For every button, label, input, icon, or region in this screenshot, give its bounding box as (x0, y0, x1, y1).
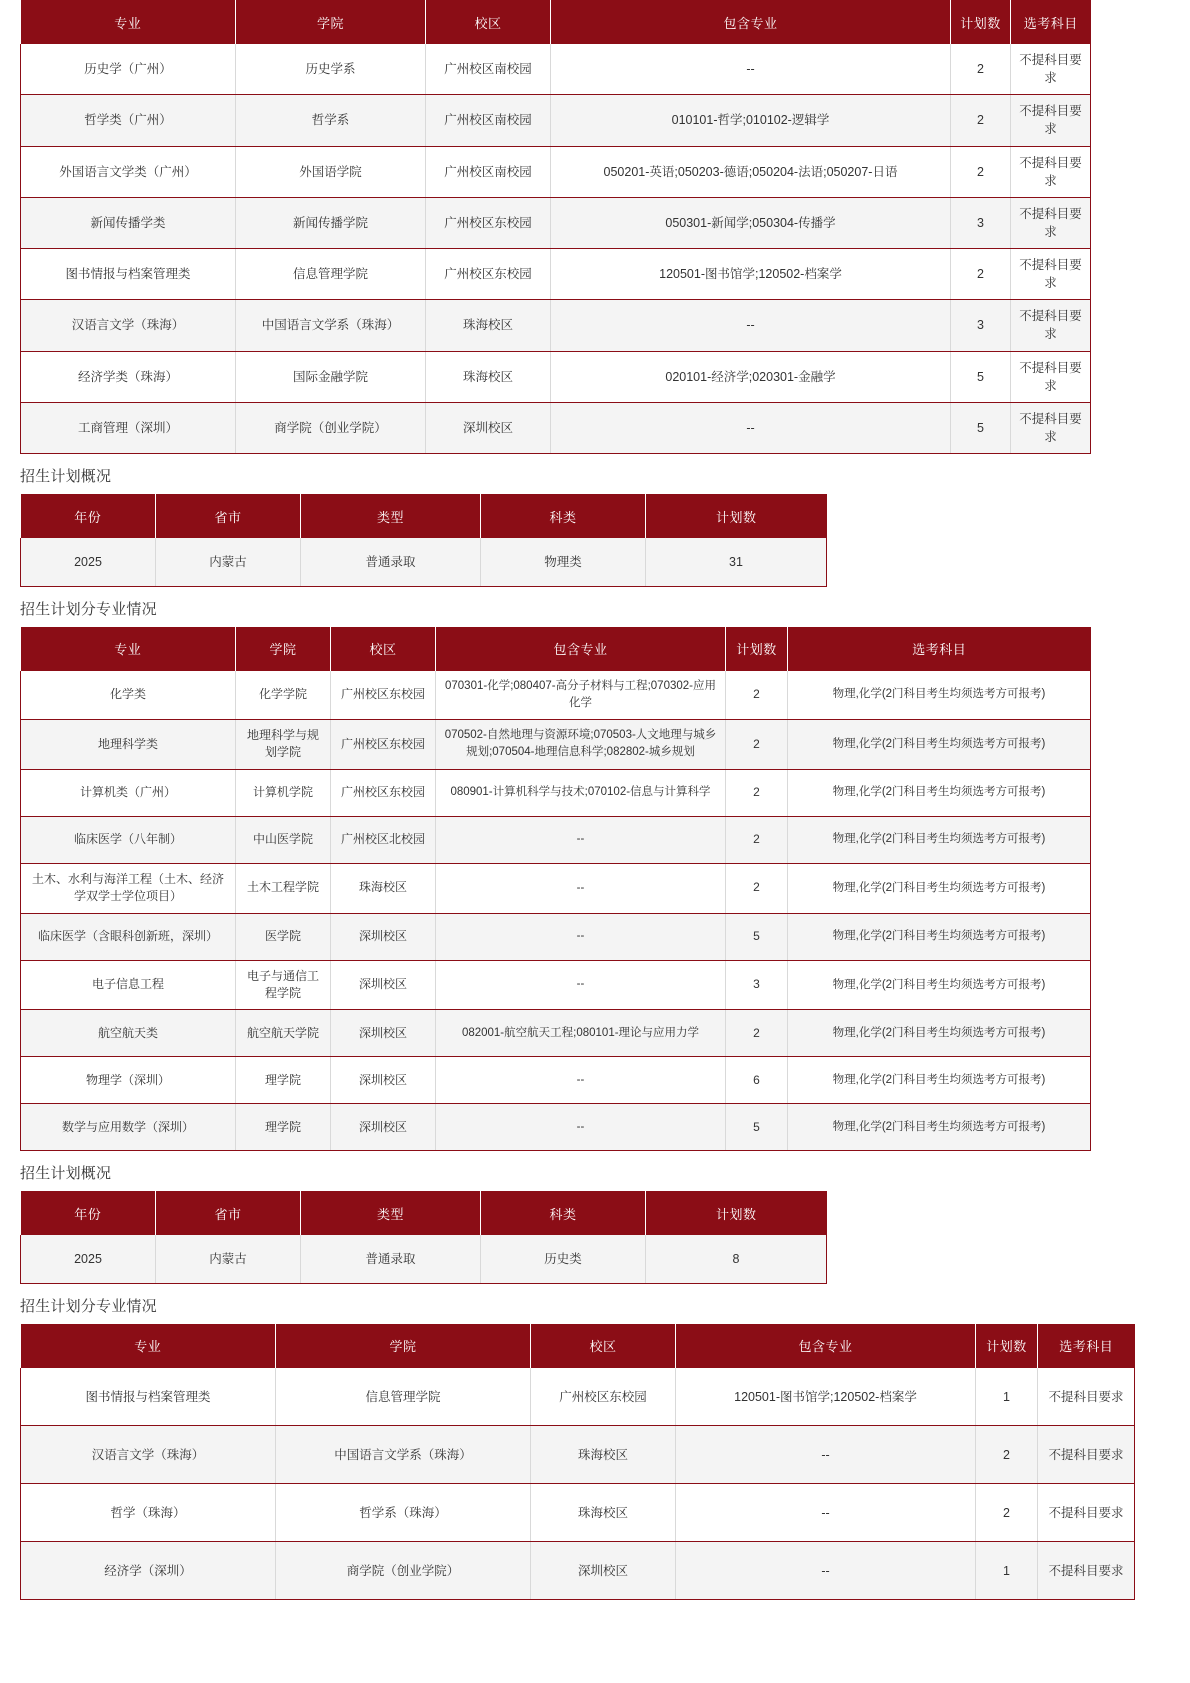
table-row (21, 146, 1091, 197)
cell-college: 外国语学院 (236, 146, 426, 197)
cell-plan-count: 2 (726, 720, 788, 770)
cell-plan-count: 2 (726, 863, 788, 913)
cell-campus: 广州校区北校园 (331, 816, 436, 863)
cell-campus: 广州校区南校园 (426, 95, 551, 146)
col-header-type: 类型 (301, 1191, 481, 1235)
overview-header-row (21, 1191, 827, 1235)
cell-subject: 物理,化学(2门科目考生均须选考方可报考) (788, 913, 1091, 960)
cell-college: 理学院 (236, 1104, 331, 1151)
cell-campus: 珠海校区 (426, 351, 551, 402)
cell-major: 物理学（深圳） (21, 1057, 236, 1104)
cell-college: 航空航天学院 (236, 1010, 331, 1057)
cell-major: 汉语言文学（珠海） (21, 1426, 276, 1484)
table-row (21, 913, 1091, 960)
table-row (21, 1235, 827, 1283)
cell-included-majors: 050301-新闻学;050304-传播学 (551, 197, 951, 248)
cell-included-majors: 120501-图书馆学;120502-档案学 (551, 249, 951, 300)
cell-college: 哲学系（珠海） (276, 1484, 531, 1542)
cell-major: 土木、水利与海洋工程（土木、经济学双学士学位项目） (21, 863, 236, 913)
table-header-row (21, 1324, 1135, 1368)
cell-college: 商学院（创业学院） (236, 402, 426, 453)
col-header-college: 学院 (236, 627, 331, 671)
cell-college: 化学学院 (236, 671, 331, 720)
cell-major: 图书情报与档案管理类 (21, 1368, 276, 1426)
major-plan-table-top (20, 0, 1091, 454)
cell-major: 哲学（珠海） (21, 1484, 276, 1542)
table-row (21, 1104, 1091, 1151)
cell-college: 中国语言文学系（珠海） (276, 1426, 531, 1484)
cell-major: 经济学类（珠海） (21, 351, 236, 402)
cell-college: 国际金融学院 (236, 351, 426, 402)
cell-college: 土木工程学院 (236, 863, 331, 913)
cell-plan-count: 5 (726, 913, 788, 960)
table-row (21, 44, 1091, 95)
col-header-campus: 校区 (331, 627, 436, 671)
col-header-major: 专业 (21, 0, 236, 44)
col-header-plan-count: 计划数 (726, 627, 788, 671)
cell-subject: 不提科目要求 (1011, 146, 1091, 197)
cell-included-majors: -- (676, 1484, 976, 1542)
col-header-major: 专业 (21, 627, 236, 671)
table-row (21, 300, 1091, 351)
cell-type: 普通录取 (301, 538, 481, 586)
cell-subject: 物理,化学(2门科目考生均须选考方可报考) (788, 816, 1091, 863)
cell-college: 电子与通信工程学院 (236, 960, 331, 1010)
cell-included-majors: -- (436, 1104, 726, 1151)
cell-included-majors: -- (551, 402, 951, 453)
cell-included-majors: -- (436, 816, 726, 863)
table-row (21, 1484, 1135, 1542)
table-row (21, 960, 1091, 1010)
table-row (21, 351, 1091, 402)
cell-college: 中国语言文学系（珠海） (236, 300, 426, 351)
cell-campus: 广州校区东校园 (331, 671, 436, 720)
overview-table-physics (20, 494, 827, 587)
col-header-category: 科类 (481, 494, 646, 538)
section-label-overview-history: 招生计划概况 (20, 1165, 112, 1183)
cell-campus: 珠海校区 (531, 1484, 676, 1542)
table-header-row (21, 627, 1091, 671)
cell-major: 计算机类（广州） (21, 769, 236, 816)
cell-subject: 物理,化学(2门科目考生均须选考方可报考) (788, 1057, 1091, 1104)
col-header-province: 省市 (156, 1191, 301, 1235)
cell-major: 历史学（广州） (21, 44, 236, 95)
cell-college: 信息管理学院 (236, 249, 426, 300)
cell-plan-count: 2 (951, 44, 1011, 95)
col-header-included-majors: 包含专业 (676, 1324, 976, 1368)
table-body-history (21, 1368, 1135, 1600)
cell-subject: 不提科目要求 (1038, 1542, 1135, 1600)
col-header-plan-count: 计划数 (951, 0, 1011, 44)
cell-college: 中山医学院 (236, 816, 331, 863)
cell-campus: 珠海校区 (426, 300, 551, 351)
cell-plan-count: 2 (976, 1484, 1038, 1542)
cell-campus: 广州校区东校园 (331, 720, 436, 770)
cell-campus: 广州校区东校园 (531, 1368, 676, 1426)
cell-count: 8 (646, 1235, 827, 1283)
cell-included-majors: 070301-化学;080407-高分子材料与工程;070302-应用化学 (436, 671, 726, 720)
table-row (21, 1368, 1135, 1426)
table-row (21, 197, 1091, 248)
table-row (21, 720, 1091, 770)
cell-province: 内蒙古 (156, 1235, 301, 1283)
cell-subject: 不提科目要求 (1011, 249, 1091, 300)
cell-plan-count: 2 (726, 1010, 788, 1057)
cell-province: 内蒙古 (156, 538, 301, 586)
col-header-major: 专业 (21, 1324, 276, 1368)
cell-plan-count: 2 (951, 146, 1011, 197)
table-row (21, 769, 1091, 816)
cell-plan-count: 5 (726, 1104, 788, 1151)
cell-college: 医学院 (236, 913, 331, 960)
col-header-included-majors: 包含专业 (436, 627, 726, 671)
cell-major: 临床医学（含眼科创新班，深圳） (21, 913, 236, 960)
cell-included-majors: -- (551, 300, 951, 351)
cell-plan-count: 2 (726, 769, 788, 816)
cell-plan-count: 5 (951, 351, 1011, 402)
major-plan-table-physics (20, 627, 1091, 1152)
cell-plan-count: 3 (951, 300, 1011, 351)
cell-subject: 物理,化学(2门科目考生均须选考方可报考) (788, 960, 1091, 1010)
cell-college: 地理科学与规划学院 (236, 720, 331, 770)
col-header-year: 年份 (21, 1191, 156, 1235)
cell-included-majors: 070502-自然地理与资源环境;070503-人文地理与城乡规划;070504-地理信息科学;082802-城乡规划 (436, 720, 726, 770)
cell-included-majors: -- (676, 1542, 976, 1600)
cell-subject: 物理,化学(2门科目考生均须选考方可报考) (788, 1104, 1091, 1151)
cell-subject: 物理,化学(2门科目考生均须选考方可报考) (788, 863, 1091, 913)
cell-year: 2025 (21, 538, 156, 586)
cell-type: 普通录取 (301, 1235, 481, 1283)
cell-campus: 珠海校区 (531, 1426, 676, 1484)
cell-plan-count: 1 (976, 1368, 1038, 1426)
cell-college: 信息管理学院 (276, 1368, 531, 1426)
cell-subject: 物理,化学(2门科目考生均须选考方可报考) (788, 1010, 1091, 1057)
cell-subject: 不提科目要求 (1011, 402, 1091, 453)
col-header-count: 计划数 (646, 494, 827, 538)
cell-subject: 物理,化学(2门科目考生均须选考方可报考) (788, 720, 1091, 770)
cell-included-majors: -- (551, 44, 951, 95)
cell-included-majors: 082001-航空航天工程;080101-理论与应用力学 (436, 1010, 726, 1057)
cell-subject: 不提科目要求 (1011, 351, 1091, 402)
cell-included-majors: 080901-计算机科学与技术;070102-信息与计算科学 (436, 769, 726, 816)
table-row (21, 1542, 1135, 1600)
col-header-subject: 选考科目 (1011, 0, 1091, 44)
cell-major: 外国语言文学类（广州） (21, 146, 236, 197)
cell-plan-count: 6 (726, 1057, 788, 1104)
table-body-physics (21, 671, 1091, 1151)
cell-campus: 广州校区东校园 (331, 769, 436, 816)
major-plan-table-history (20, 1324, 1135, 1601)
col-header-category: 科类 (481, 1191, 646, 1235)
cell-campus: 深圳校区 (426, 402, 551, 453)
table-body-top (21, 44, 1091, 454)
cell-plan-count: 2 (726, 816, 788, 863)
cell-category: 物理类 (481, 538, 646, 586)
cell-major: 航空航天类 (21, 1010, 236, 1057)
col-header-year: 年份 (21, 494, 156, 538)
section-label-by-major-history: 招生计划分专业情况 (20, 1297, 157, 1315)
cell-campus: 广州校区东校园 (426, 197, 551, 248)
cell-year: 2025 (21, 1235, 156, 1283)
col-header-province: 省市 (156, 494, 301, 538)
table-row (21, 402, 1091, 453)
col-header-subject: 选考科目 (1038, 1324, 1135, 1368)
table-row (21, 816, 1091, 863)
cell-subject: 物理,化学(2门科目考生均须选考方可报考) (788, 671, 1091, 720)
cell-included-majors: 010101-哲学;010102-逻辑学 (551, 95, 951, 146)
cell-college: 哲学系 (236, 95, 426, 146)
cell-included-majors: 020101-经济学;020301-金融学 (551, 351, 951, 402)
cell-plan-count: 5 (951, 402, 1011, 453)
cell-major: 数学与应用数学（深圳） (21, 1104, 236, 1151)
cell-college: 商学院（创业学院） (276, 1542, 531, 1600)
col-header-plan-count: 计划数 (976, 1324, 1038, 1368)
cell-subject: 不提科目要求 (1011, 44, 1091, 95)
cell-plan-count: 3 (726, 960, 788, 1010)
cell-campus: 深圳校区 (331, 960, 436, 1010)
cell-major: 哲学类（广州） (21, 95, 236, 146)
cell-plan-count: 3 (951, 197, 1011, 248)
cell-plan-count: 1 (976, 1542, 1038, 1600)
cell-major: 地理科学类 (21, 720, 236, 770)
cell-included-majors: -- (676, 1426, 976, 1484)
section-label-by-major-physics: 招生计划分专业情况 (20, 600, 157, 618)
cell-campus: 深圳校区 (331, 1010, 436, 1057)
cell-major: 汉语言文学（珠海） (21, 300, 236, 351)
cell-plan-count: 2 (976, 1426, 1038, 1484)
col-header-college: 学院 (276, 1324, 531, 1368)
col-header-type: 类型 (301, 494, 481, 538)
table-row (21, 1010, 1091, 1057)
cell-included-majors: -- (436, 863, 726, 913)
cell-major: 化学类 (21, 671, 236, 720)
cell-subject: 不提科目要求 (1011, 95, 1091, 146)
cell-campus: 珠海校区 (331, 863, 436, 913)
cell-major: 临床医学（八年制） (21, 816, 236, 863)
col-header-college: 学院 (236, 0, 426, 44)
cell-campus: 深圳校区 (531, 1542, 676, 1600)
cell-subject: 物理,化学(2门科目考生均须选考方可报考) (788, 769, 1091, 816)
overview-table-history (20, 1191, 827, 1284)
cell-campus: 广州校区东校园 (426, 249, 551, 300)
cell-major: 电子信息工程 (21, 960, 236, 1010)
cell-count: 31 (646, 538, 827, 586)
cell-included-majors: 050201-英语;050203-德语;050204-法语;050207-日语 (551, 146, 951, 197)
cell-plan-count: 2 (726, 671, 788, 720)
cell-college: 历史学系 (236, 44, 426, 95)
cell-plan-count: 2 (951, 249, 1011, 300)
cell-major: 经济学（深圳） (21, 1542, 276, 1600)
cell-included-majors: 120501-图书馆学;120502-档案学 (676, 1368, 976, 1426)
col-header-campus: 校区 (426, 0, 551, 44)
table-row (21, 671, 1091, 720)
col-header-campus: 校区 (531, 1324, 676, 1368)
section-label-overview-physics: 招生计划概况 (20, 468, 112, 485)
cell-subject: 不提科目要求 (1011, 300, 1091, 351)
cell-included-majors: -- (436, 1057, 726, 1104)
cell-subject: 不提科目要求 (1011, 197, 1091, 248)
table-row (21, 1426, 1135, 1484)
cell-campus: 广州校区南校园 (426, 44, 551, 95)
table-header-row (21, 0, 1091, 44)
cell-major: 图书情报与档案管理类 (21, 249, 236, 300)
cell-subject: 不提科目要求 (1038, 1368, 1135, 1426)
cell-included-majors: -- (436, 960, 726, 1010)
table-row (21, 1057, 1091, 1104)
cell-campus: 深圳校区 (331, 1104, 436, 1151)
cell-category: 历史类 (481, 1235, 646, 1283)
overview-header-row (21, 494, 827, 538)
cell-subject: 不提科目要求 (1038, 1426, 1135, 1484)
col-header-subject: 选考科目 (788, 627, 1091, 671)
cell-plan-count: 2 (951, 95, 1011, 146)
cell-campus: 深圳校区 (331, 913, 436, 960)
cell-college: 新闻传播学院 (236, 197, 426, 248)
cell-major: 工商管理（深圳） (21, 402, 236, 453)
table-row (21, 863, 1091, 913)
cell-campus: 广州校区南校园 (426, 146, 551, 197)
table-row (21, 249, 1091, 300)
cell-college: 理学院 (236, 1057, 331, 1104)
cell-college: 计算机学院 (236, 769, 331, 816)
table-row (21, 95, 1091, 146)
col-header-included-majors: 包含专业 (551, 0, 951, 44)
cell-major: 新闻传播学类 (21, 197, 236, 248)
table-row (21, 538, 827, 586)
cell-campus: 深圳校区 (331, 1057, 436, 1104)
cell-included-majors: -- (436, 913, 726, 960)
col-header-count: 计划数 (646, 1191, 827, 1235)
cell-subject: 不提科目要求 (1038, 1484, 1135, 1542)
